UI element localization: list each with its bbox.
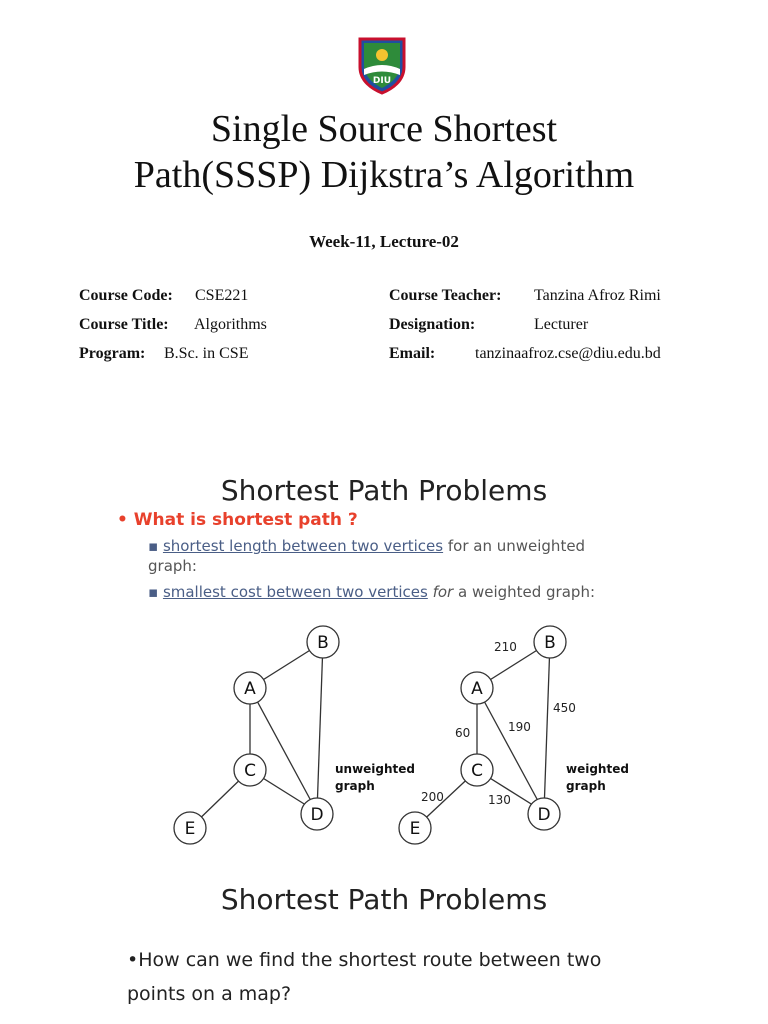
bullet-dot-icon: • (127, 949, 139, 971)
unweighted-label-line2: graph (335, 779, 375, 793)
email-value[interactable]: tanzinaafroz.cse@diu.edu.bd (475, 345, 661, 362)
node-e-label: E (409, 819, 421, 839)
weighted-graph (395, 620, 655, 850)
square-bullet-icon: ▪ (148, 583, 163, 601)
bullet-dot-icon: • (117, 510, 134, 530)
sub2-rest: a weighted graph: (453, 583, 596, 601)
square-bullet-icon: ▪ (148, 537, 163, 555)
unweighted-graph (170, 620, 430, 850)
node-b-label: B (544, 633, 556, 653)
document-title (0, 106, 768, 198)
weight-bd: 450 (553, 701, 576, 715)
sub1-link[interactable]: shortest length between two vertices (162, 537, 444, 555)
slide1-bullet (117, 510, 358, 530)
weighted-label-line1: weighted (566, 762, 629, 776)
diu-logo (354, 35, 410, 97)
title-line-2: Path(SSSP) Dijkstra’s Algorithm (133, 154, 635, 196)
title-line-1: Single Source Shortest (210, 108, 558, 150)
edge-b-d (317, 642, 323, 812)
designation-value: Lecturer (534, 316, 589, 333)
designation-label: Designation: (389, 316, 476, 333)
node-c-label: C (471, 761, 483, 781)
course-title-label: Course Title: (79, 316, 169, 333)
course-title-value: Algorithms (194, 316, 267, 333)
node-b-label: B (317, 633, 329, 653)
weight-ab: 210 (494, 640, 517, 654)
sub2-link[interactable]: smallest cost between two vertices (162, 583, 428, 601)
slide2-bullet-text: How can we find the shortest route between two points on a map? (127, 949, 602, 1005)
weight-ac: 60 (455, 726, 471, 740)
node-d-label: D (310, 805, 324, 825)
slide2-title: Shortest Path Problems (220, 883, 548, 916)
week-lecture: Week-11, Lecture-02 (309, 232, 459, 251)
slide1-sub2 (148, 582, 595, 602)
course-code-label: Course Code: (79, 287, 173, 304)
node-e-label: E (184, 819, 196, 839)
program-label: Program: (79, 345, 146, 362)
program-value: B.Sc. in CSE (164, 345, 249, 362)
node-c-label: C (244, 761, 256, 781)
weight-cd: 130 (488, 793, 511, 807)
node-d-label: D (537, 805, 551, 825)
logo-text: DIU (372, 76, 392, 86)
edge-a-d (250, 688, 317, 812)
sub1-rest: for an unweighted graph: (148, 537, 586, 575)
teacher-value: Tanzina Afroz Rimi (534, 287, 661, 304)
unweighted-label-line1: unweighted (335, 762, 416, 776)
node-a-label: A (471, 679, 483, 699)
slide1-title: Shortest Path Problems (220, 474, 548, 507)
slide1-sub1 (148, 536, 618, 576)
weight-ad: 190 (508, 720, 531, 734)
sub2-italic: for (432, 583, 454, 601)
edge-b-d (544, 642, 550, 812)
teacher-label: Course Teacher: (389, 287, 502, 304)
course-code-value: CSE221 (195, 287, 249, 304)
weight-ce: 200 (421, 790, 444, 804)
slide2-bullet (127, 943, 647, 1011)
slide1-bullet-text: What is shortest path ? (133, 510, 358, 530)
weighted-label-line2: graph (566, 779, 606, 793)
node-a-label: A (244, 679, 256, 699)
email-label: Email: (389, 345, 436, 362)
